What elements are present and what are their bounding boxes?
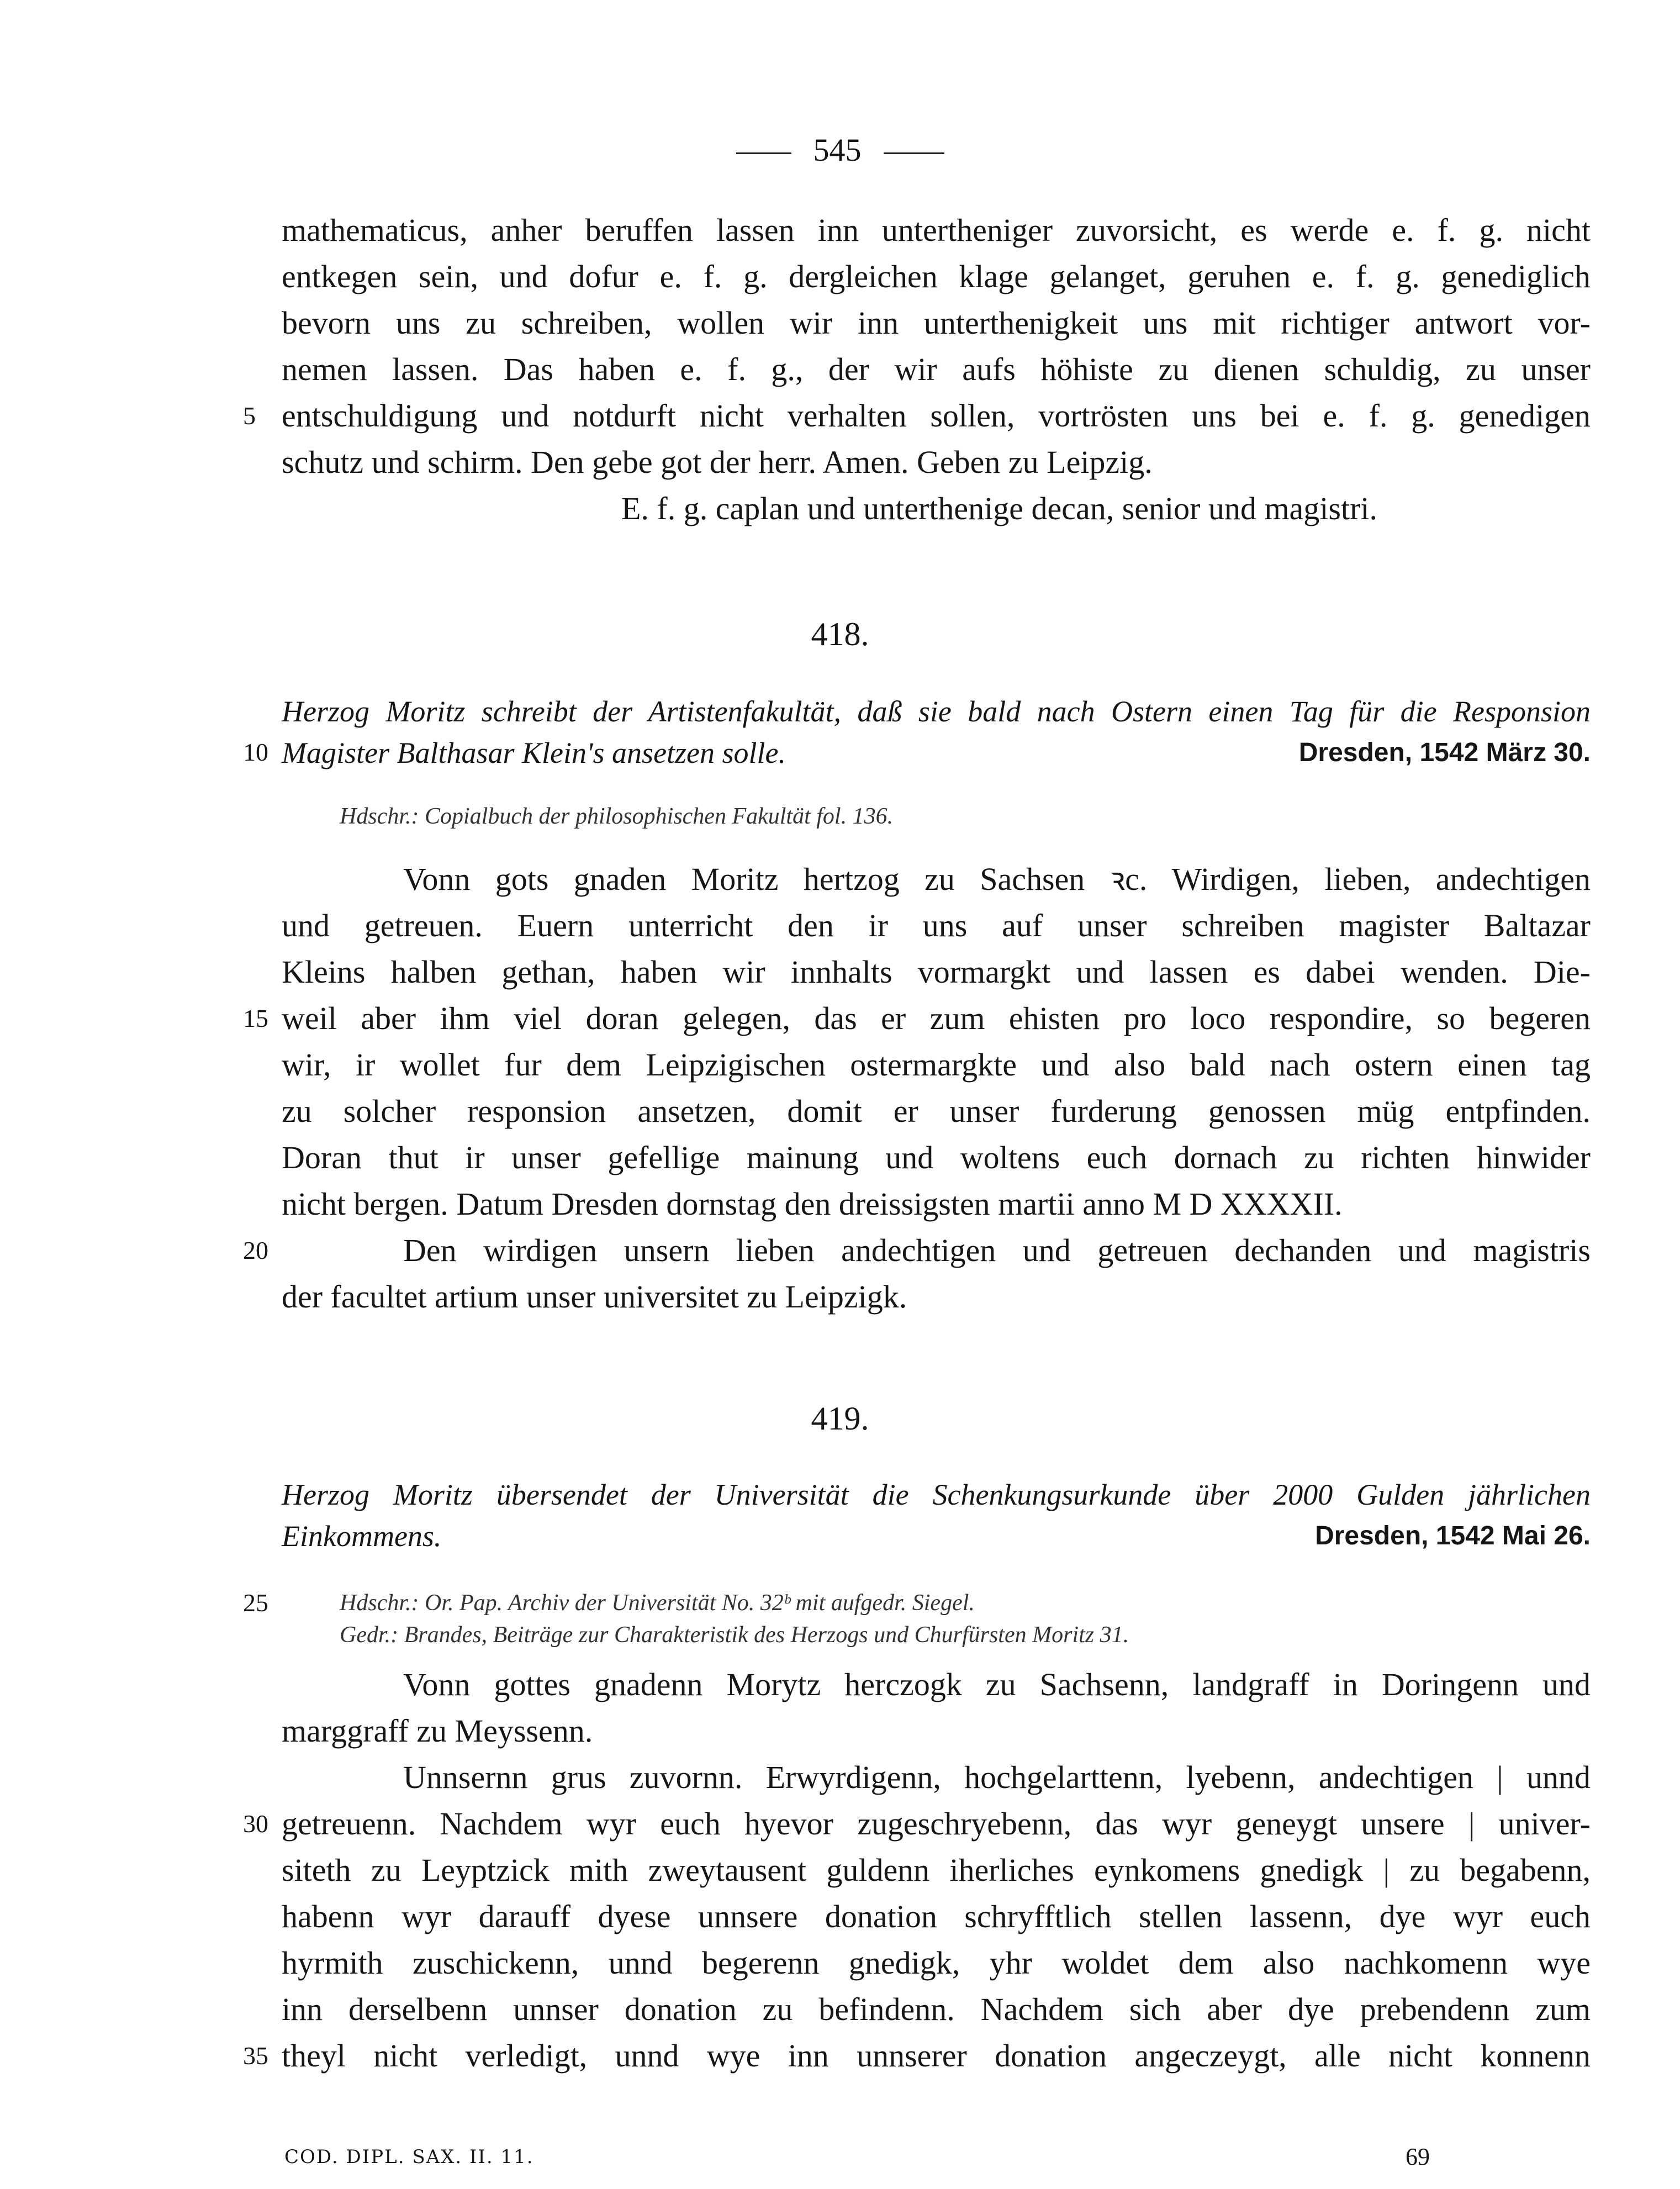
sheet-number: 69 <box>1406 2143 1430 2170</box>
regest-text: Einkommens. <box>282 1520 442 1553</box>
text-line: der facultet artium unser universitet zu Leipzigk. <box>282 1279 907 1315</box>
text-line: Kleins halben gethan, haben wir innhalts vormargkt und lassen es dabei wenden. Die- <box>282 954 1591 990</box>
line-number: 30 <box>243 1810 268 1838</box>
line-number: 35 <box>243 2042 268 2070</box>
source-note: Gedr.: Brandes, Beiträge zur Charakteristik des Herzogs und Churfürsten Moritz 31. <box>340 1622 1129 1648</box>
document-number: 418. <box>811 616 869 652</box>
document-date: Dresden, 1542 Mai 26. <box>1315 1521 1591 1550</box>
regest-text: Magister Balthasar Klein's ansetzen solle. <box>282 736 786 769</box>
source-note: Hdschr.: Or. Pap. Archiv der Universität No. 32ᵇ mit aufgedr. Siegel. <box>340 1590 975 1616</box>
text-line: und getreuen. Euern unterricht den ir uns auf unser schreiben magister Baltazar <box>282 908 1591 943</box>
text-line: Doran thut ir unser gefellige mainung und woltens euch dornach zu richten hinwider <box>282 1140 1591 1175</box>
text-line: Vonn gots gnaden Moritz hertzog zu Sachsen ꝛc. Wirdigen, lieben, andechtigen <box>403 861 1591 897</box>
text-line: schutz und schirm. Den gebe got der herr. Amen. Geben zu Leipzig. <box>282 444 1153 480</box>
text-line: entschuldigung und notdurft nicht verhalten sollen, vortrösten uns bei e. f. g. genedigen <box>282 398 1591 434</box>
line-number: 20 <box>243 1236 268 1264</box>
text-line: mathematicus, anher beruffen lassen inn untertheniger zuvorsicht, es werde e. f. g. nicht <box>282 212 1591 248</box>
source-note: Hdschr.: Copialbuch der philosophischen Fakultät fol. 136. <box>340 804 894 829</box>
regest-line-dated <box>282 1516 1591 1556</box>
text-line: habenn wyr darauff dyese unnsere donation schryfftlich stellen lassenn, dye wyr euch <box>282 1898 1591 1934</box>
text-line: Unnsernn grus zuvornn. Erwyrdigenn, hochgelarttenn, lyebenn, andechtigen | unnd <box>403 1759 1591 1795</box>
header-rule-left <box>736 152 791 154</box>
text-line: Den wirdigen unsern lieben andechtigen und getreuen dechanden und magistris <box>403 1232 1591 1268</box>
regest-line: Herzog Moritz schreibt der Artistenfakultät, daß sie bald nach Ostern einen Tag für die Responsion <box>282 695 1591 728</box>
text-line: bevorn uns zu schreiben, wollen wir inn unterthenigkeit uns mit richtiger antwort vor- <box>282 305 1591 341</box>
header-rule-right <box>884 152 944 154</box>
document-date: Dresden, 1542 März 30. <box>1298 738 1591 767</box>
line-number: 25 <box>243 1589 268 1617</box>
text-line: Vonn gottes gnadenn Morytz herczogk zu Sachsenn, landgraff in Doringenn und <box>403 1666 1591 1702</box>
text-line: weil aber ihm viel doran gelegen, das er zum ehisten pro loco respondire, so begeren <box>282 1000 1591 1036</box>
text-line: nicht bergen. Datum Dresden dornstag den dreissigsten martii anno M D XXXXII. <box>282 1186 1343 1222</box>
text-line: getreuenn. Nachdem wyr euch hyevor zugeschryebenn, das wyr geneygt unsere | univer- <box>282 1806 1591 1842</box>
text-line: theyl nicht verledigt, unnd wye inn unnserer donation angeczeygt, alle nicht konnenn <box>282 2038 1591 2074</box>
line-number: 5 <box>243 402 256 430</box>
text-line: hyrmith zuschickenn, unnd begerenn gnedigk, yhr woldet dem also nachkomenn wye <box>282 1945 1591 1981</box>
text-line: wir, ir wollet fur dem Leipzigischen ostermargkte und also bald nach ostern einen tag <box>282 1047 1591 1083</box>
page-number: 545 <box>813 132 862 168</box>
closing-signature: E. f. g. caplan und unterthenige decan, senior und magistri. <box>621 490 1378 526</box>
line-number: 10 <box>243 738 268 766</box>
text-line: siteth zu Leyptzick mith zweytausent guldenn iherliches eynkomens gnedigk | zu begabenn, <box>282 1852 1591 1888</box>
text-line: inn derselbenn unnser donation zu befindenn. Nachdem sich aber dye prebendenn zum <box>282 1991 1591 2027</box>
regest-line: Herzog Moritz übersendet der Universität die Schenkungsurkunde über 2000 Gulden jährlichen <box>282 1478 1591 1511</box>
text-line: marggraff zu Meyssenn. <box>282 1713 593 1749</box>
regest-line-dated <box>282 733 1591 773</box>
text-line: zu solcher responsion ansetzen, domit er unser furderung genossen müg entpfinden. <box>282 1093 1591 1129</box>
text-line: entkegen sein, und dofur e. f. g. dergleichen klage gelanget, geruhen e. f. g. genediglich <box>282 259 1591 294</box>
page-header <box>0 128 1680 172</box>
document-number: 419. <box>811 1400 869 1437</box>
text-line: nemen lassen. Das haben e. f. g., der wir aufs höhiste zu dienen schuldig, zu unser <box>282 351 1591 387</box>
line-number: 15 <box>243 1004 268 1032</box>
sheet-signature: COD. DIPL. SAX. II. 11. <box>284 2146 534 2168</box>
